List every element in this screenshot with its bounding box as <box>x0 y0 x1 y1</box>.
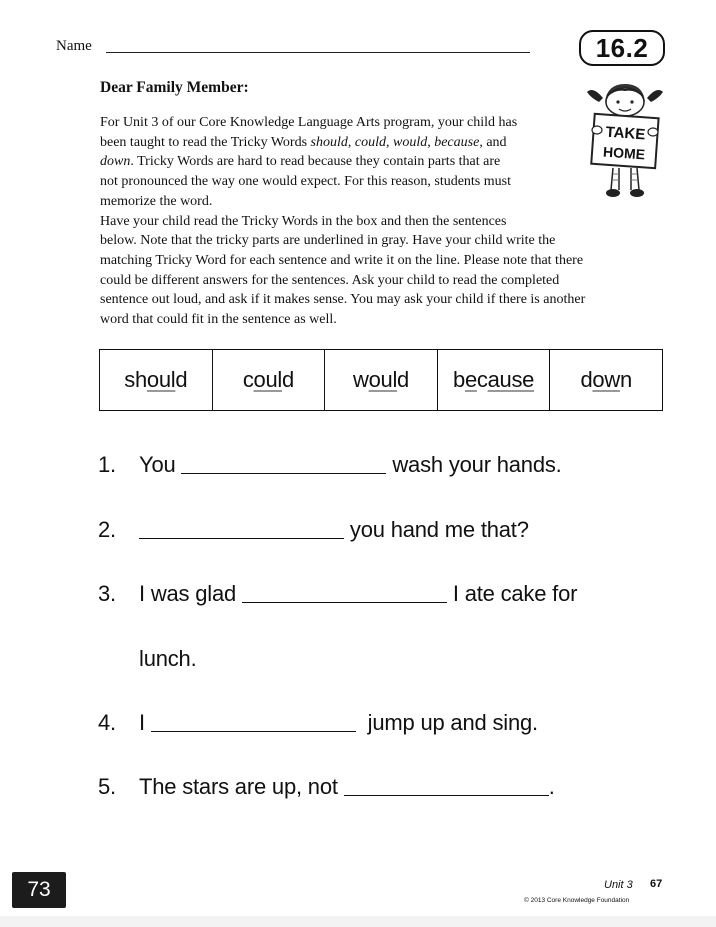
sentence-number: 2. <box>98 517 116 542</box>
answer-blank[interactable] <box>139 537 344 539</box>
word-cell-down: d ow n <box>580 367 632 392</box>
tricky-part: oul <box>146 367 176 392</box>
sentence-3-continued: lunch. <box>139 646 197 671</box>
tricky-word-box <box>99 349 663 411</box>
letter-line: For Unit 3 of our Core Knowledge Language Arts program, your child has <box>100 115 518 130</box>
answer-blank[interactable] <box>242 601 447 603</box>
tricky-part: oul <box>253 367 282 392</box>
letter-line: not pronounced the way one would expect. For this reason, students must <box>100 174 511 190</box>
word-cell-would: w oul d <box>325 350 438 410</box>
sentence-number: 5. <box>98 774 116 799</box>
sentence-1: 1. You wash your hands. <box>98 452 562 477</box>
letter-line: down. Tricky Words are hard to read because they contain parts that are <box>100 154 501 170</box>
letter-line: below. Note that the tricky parts are underlined in gray. Have your child write the <box>100 233 556 249</box>
take-home-illustration <box>585 78 665 200</box>
word-cell-could: c oul d <box>213 350 326 410</box>
sign-line2: HOME <box>602 143 646 163</box>
answer-blank[interactable] <box>344 794 549 796</box>
word-cell-because: b e c ause <box>438 350 551 410</box>
tricky-part: ause <box>487 367 535 392</box>
copyright: © 2013 Core Knowledge Foundation <box>524 897 630 904</box>
letter-body <box>100 113 660 330</box>
letter-line: matching Tricky Word for each sentence and write it on the line. Please note that there <box>100 252 584 268</box>
letter-line: Have your child read the Tricky Words in the box and then the sentences <box>100 213 507 229</box>
letter-line: been taught to read the Tricky Words should, could, would, because, and <box>100 134 507 150</box>
tricky-part: e <box>464 367 477 392</box>
answer-blank[interactable] <box>151 730 356 732</box>
letter-line: sentence out loud, and ask if it makes sense. You may ask your child if there is another <box>100 292 586 308</box>
name-write-line[interactable] <box>106 52 530 53</box>
sentence-2: 2. you hand me that? <box>98 517 529 542</box>
letter-line: could be different answers for the sentences. Ask your child to read the completed <box>100 272 560 288</box>
letter-line: memorize the word. <box>100 193 213 209</box>
letter-salutation: Dear Family Member: <box>100 79 249 96</box>
worksheet-number-badge: 16.2 <box>579 30 665 66</box>
name-label: Name <box>56 38 92 54</box>
sign-line1: TAKE <box>605 123 646 144</box>
word-cell-should: sh oul d <box>100 350 213 410</box>
sentence-number: 1. <box>98 452 116 477</box>
page-number: 67 <box>650 878 663 890</box>
page-badge: 73 <box>12 872 66 908</box>
tricky-part: oul <box>368 367 398 392</box>
answer-blank[interactable] <box>181 472 386 474</box>
sentence-3: 3. I was glad I ate cake for <box>98 581 578 606</box>
tricky-part: ow <box>592 367 620 392</box>
letter-line: word that could fit in the sentence as well. <box>100 312 337 328</box>
sentence-4: 4. I jump up and sing. <box>98 710 538 735</box>
sentence-number: 4. <box>98 710 116 735</box>
sentence-number: 3. <box>98 581 116 606</box>
unit-label: Unit 3 <box>604 879 633 891</box>
sentence-5: 5. The stars are up, not . <box>98 774 555 799</box>
bottom-edge <box>0 916 716 927</box>
